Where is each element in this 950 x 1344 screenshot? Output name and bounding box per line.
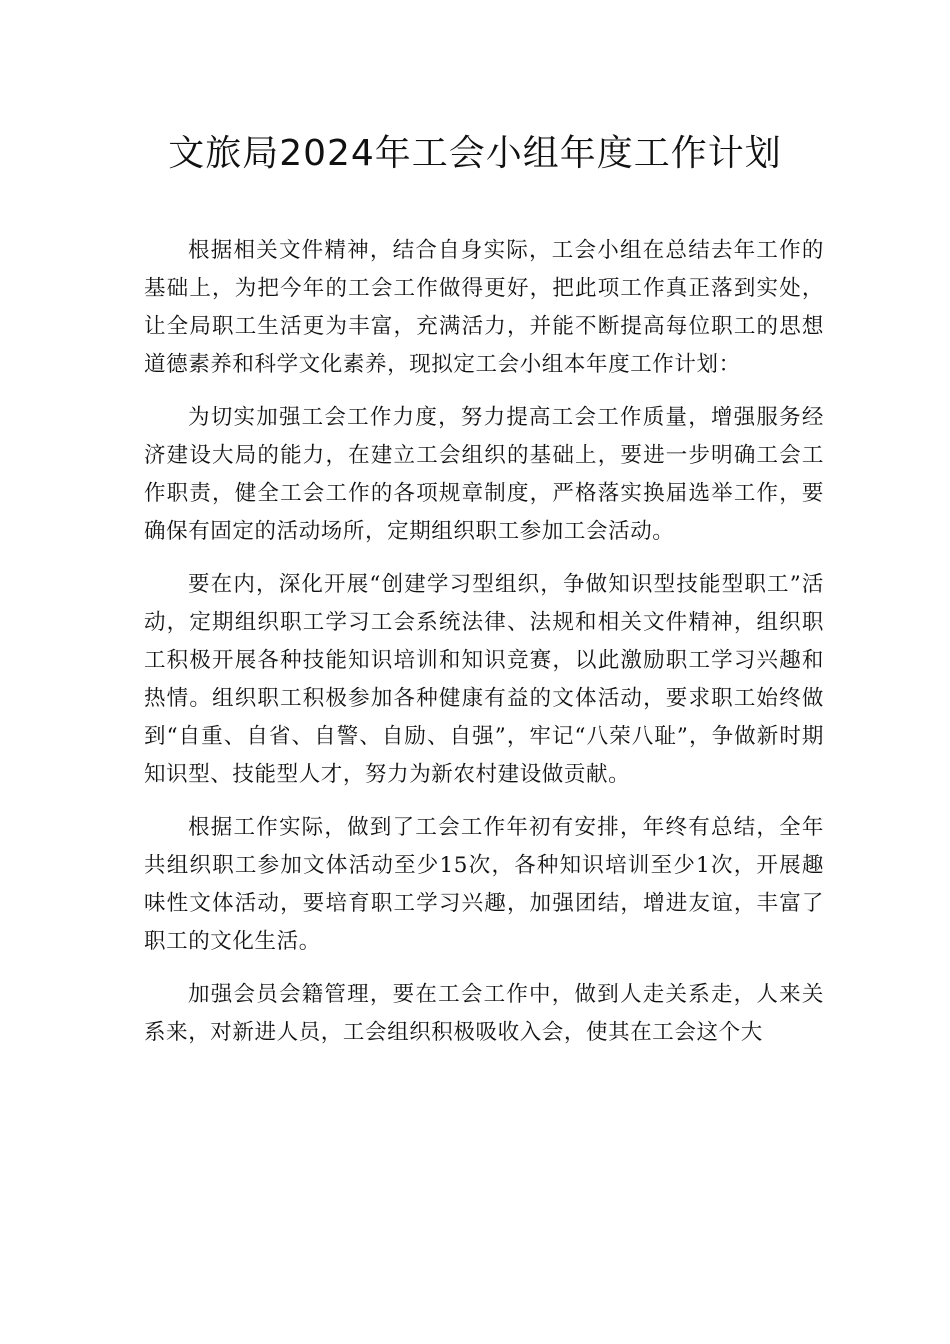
- paragraph-organization: 为切实加强工会工作力度，努力提高工会工作质量，增强服务经济建设大局的能力，在建立工会组织的基础上，要进一步明确工会工作职责，健全工会工作的各项规章制度，严格落实换届选举工作，要确保有固定的活动场所，定期组织职工参加工会活动。: [144, 405, 824, 544]
- paragraph-learning-activities: 要在内，深化开展“创建学习型组织，争做知识型技能型职工”活动，定期组织职工学习工会系统法律、法规和相关文件精神，组织职工积极开展各种技能知识培训和知识竞赛，以此激励职工学习兴趣和热情。组织职工积极参加各种健康有益的文体活动，要求职工始终做到“自重、自省、自警、自励、自强”，牢记“八荣八耻”，争做新时期知识型、技能型人才，努力为新农村建设做贡献。: [144, 572, 824, 787]
- document-body: [144, 232, 824, 1052]
- paragraph-work-summary: 根据工作实际，做到了工会工作年初有安排，年终有总结，全年共组织职工参加文体活动至少15次，各种知识培训至少1次，开展趣味性文体活动，要培育职工学习兴趣，加强团结，增进友谊，丰富了职工的文化生活。: [144, 815, 824, 954]
- paragraph-membership: 加强会员会籍管理，要在工会工作中，做到人走关系走，人来关系来，对新进人员，工会组织积极吸收入会，使其在工会这个大: [144, 982, 824, 1045]
- paragraph-intro: 根据相关文件精神，结合自身实际，工会小组在总结去年工作的基础上，为把今年的工会工作做得更好，把此项工作真正落到实处，让全局职工生活更为丰富，充满活力，并能不断提高每位职工的思想道德素养和科学文化素养，现拟定工会小组本年度工作计划：: [144, 238, 824, 377]
- document-title: 文旅局2024年工会小组年度工作计划: [168, 133, 782, 174]
